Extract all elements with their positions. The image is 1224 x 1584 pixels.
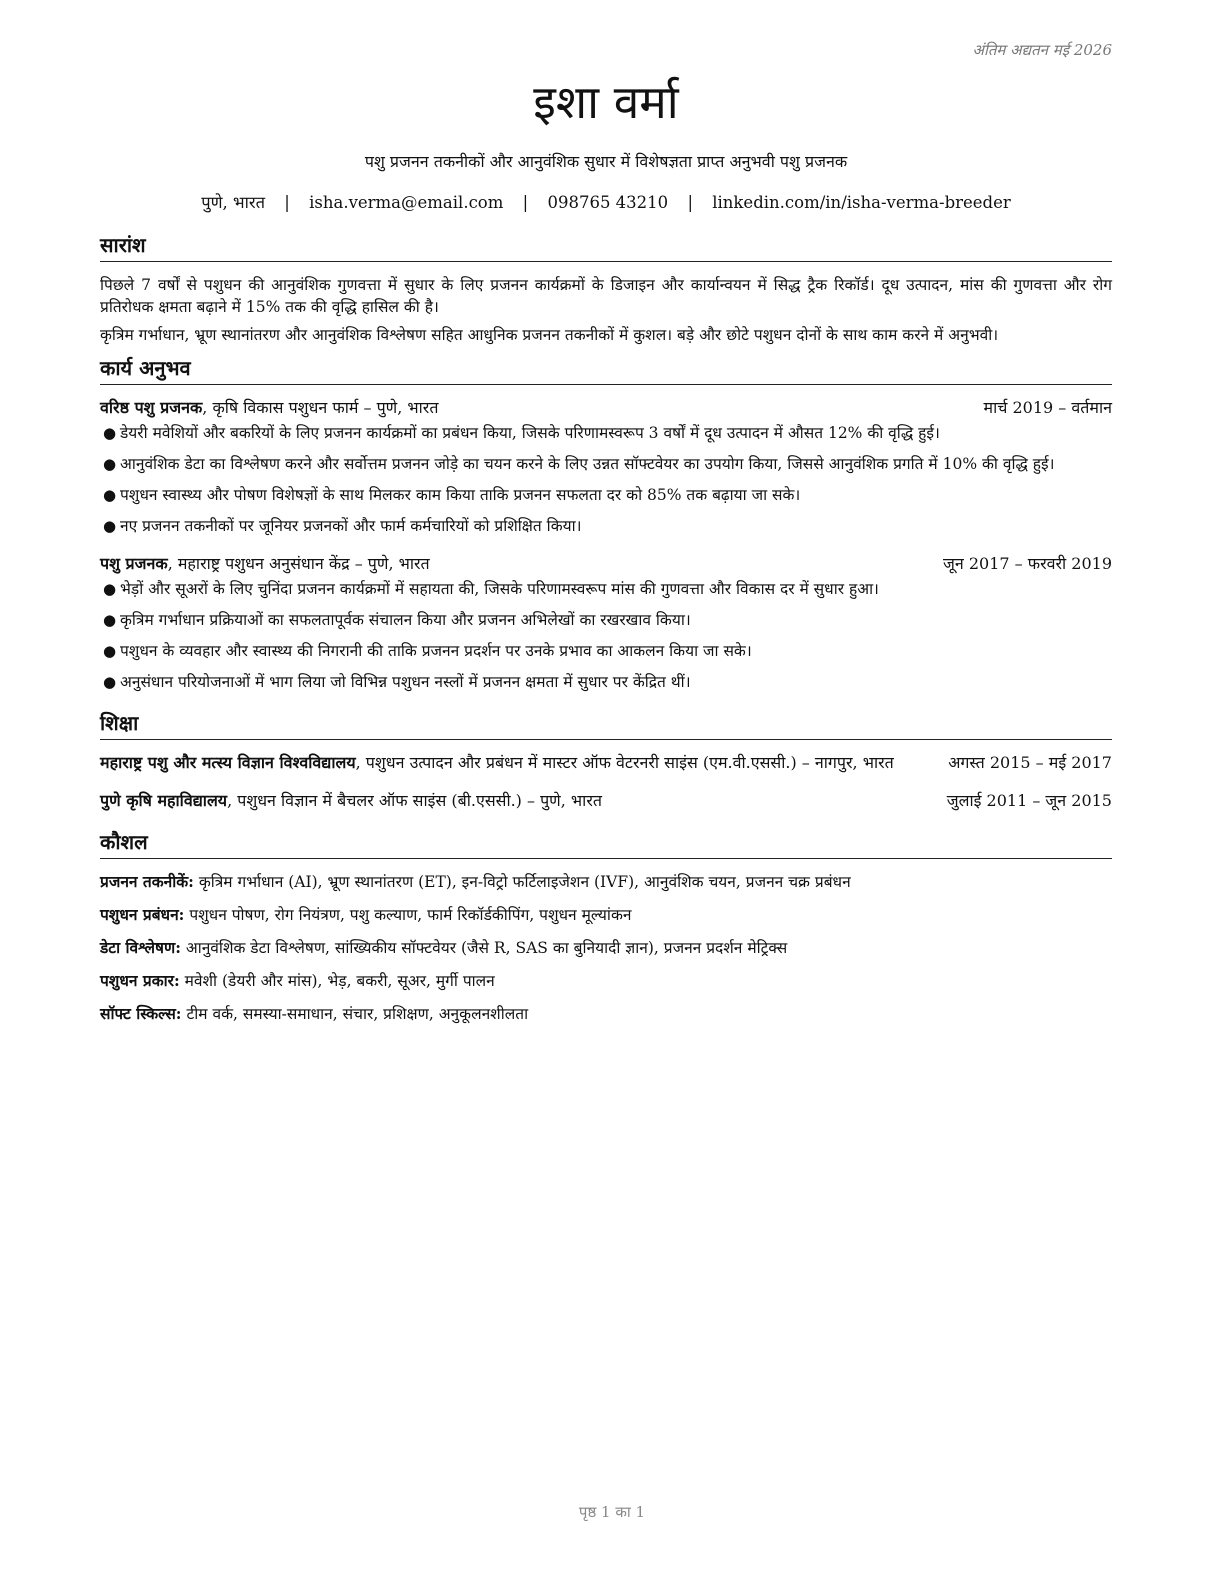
list-item: ● अनुसंधान परियोजनाओं में भाग लिया जो विभिन्न पशुधन नस्लों में प्रजनन क्षमता में सुधार पर केंद्रित थीं। <box>103 673 691 691</box>
skill-label: पशुधन प्रबंधन: <box>100 905 185 924</box>
bullet-icon: ● <box>103 424 117 442</box>
skill-value: कृत्रिम गर्भाधान (AI), भ्रूण स्थानांतरण (ET), इन-विट्रो फर्टिलाइजेशन (IVF), आनुवंशिक चयन, प्रजनन चक्र प्रबंधन <box>193 873 851 891</box>
bullet-icon: ● <box>103 642 117 660</box>
skill-label: पशुधन प्रकार: <box>100 971 180 990</box>
list-item: ● कृत्रिम गर्भाधान प्रक्रियाओं का सफलतापूर्वक संचालन किया और प्रजनन अभिलेखों का रखरखाव किया। <box>103 611 691 629</box>
contact-separator: | <box>687 193 693 212</box>
section-title-skills: कौशल <box>100 828 1112 859</box>
skill-row <box>100 937 1112 959</box>
bullet-icon: ● <box>103 455 117 473</box>
list-item: ● नए प्रजनन तकनीकों पर जूनियर प्रजनकों और फार्म कर्मचारियों को प्रशिक्षित किया। <box>103 517 582 535</box>
tagline: पशु प्रजनन तकनीकों और आनुवंशिक सुधार में विशेषज्ञता प्राप्त अनुभवी पशु प्रजनक <box>364 152 848 171</box>
section-title-experience: कार्य अनुभव <box>100 354 1112 385</box>
skill-label: डेटा विश्लेषण: <box>100 938 181 957</box>
summary-section <box>100 231 1112 346</box>
contact-phone: 098765 43210 <box>547 193 669 212</box>
list-item: ● पशुधन के व्यवहार और स्वास्थ्य की निगरानी की ताकि प्रजनन प्रदर्शन पर उनके प्रभाव का आकलन किया जा सके। <box>103 642 752 660</box>
list-item: ● डेयरी मवेशियों और बकरियों के लिए प्रजनन कार्यक्रमों का प्रबंधन किया, जिसके परिणामस्वरूप 3 वर्षों में दूध उत्पादन में औसत 12% की वृद्धि हुई। <box>103 424 940 442</box>
job-bullets <box>100 422 1112 537</box>
bullet-icon: ● <box>103 580 117 598</box>
bullet-icon: ● <box>103 517 117 535</box>
contact-separator: | <box>522 193 529 212</box>
skill-value: आनुवंशिक डेटा विश्लेषण, सांख्यिकीय सॉफ्टवेयर (जैसे R, SAS का बुनियादी ज्ञान), प्रजनन प्रदर्शन मेट्रिक्स <box>180 939 788 957</box>
job-header <box>100 553 1112 575</box>
skill-label: प्रजनन तकनीकें: <box>100 872 194 891</box>
skill-row <box>100 871 1112 893</box>
skill-row <box>100 1003 1112 1025</box>
section-title-education: शिक्षा <box>100 709 1112 740</box>
job-bullets <box>100 578 1112 693</box>
job-dates: जून 2017 – फरवरी 2019 <box>943 554 1112 573</box>
education-entry <box>100 752 1112 774</box>
job-role: वरिष्ठ पशु प्रजनक <box>100 398 203 417</box>
contact-location: पुणे, भारत <box>201 193 266 212</box>
summary-paragraph: पिछले 7 वर्षों से पशुधन की आनुवंशिक गुणवत्ता में सुधार के लिए प्रजनन कार्यक्रमों के डिजाइन और कार्यान्वयन में सिद्ध ट्रैक रिकॉर्ड। दूध उत्पादन, मांस की गुणवत्ता और रोग प्रतिरोधक क्षमता बढ़ाने में 15% तक की वृद्धि हासिल की है। <box>100 276 1112 316</box>
skill-row <box>100 970 1112 992</box>
skill-label: सॉफ्ट स्किल्स: <box>100 1004 182 1023</box>
skills-section <box>100 828 1112 1025</box>
skill-value: पशुधन पोषण, रोग नियंत्रण, पशु कल्याण, फार्म रिकॉर्डकीपिंग, पशुधन मूल्यांकन <box>184 906 632 924</box>
list-item: ● आनुवंशिक डेटा का विश्लेषण करने और सर्वोत्तम प्रजनन जोड़े का चयन करने के लिए उन्नत सॉफ्टवेयर का उपयोग किया, जिससे आनुवंशिक प्रगति में 10% की वृद्धि हुई। <box>103 455 1055 473</box>
experience-section <box>100 354 1112 693</box>
summary-paragraph: कृत्रिम गर्भाधान, भ्रूण स्थानांतरण और आनुवंशिक विश्लेषण सहित आधुनिक प्रजनन तकनीकों में कुशल। बड़े और छोटे पशुधन दोनों के साथ काम करने में अनुभवी। <box>100 326 999 344</box>
bullet-icon: ● <box>103 611 117 629</box>
list-item: ● भेड़ों और सूअरों के लिए चुनिंदा प्रजनन कार्यक्रमों में सहायता की, जिसके परिणामस्वरूप मांस की गुणवत्ता और विकास दर में सुधार हुआ। <box>103 580 879 598</box>
section-title-summary: सारांश <box>100 231 1112 262</box>
list-item: ● पशुधन स्वास्थ्य और पोषण विशेषज्ञों के साथ मिलकर काम किया ताकि प्रजनन सफलता दर को 85% तक बढ़ाया जा सके। <box>103 486 801 504</box>
degree-detail: , पशुधन उत्पादन और प्रबंधन में मास्टर ऑफ वेटरनरी साइंस (एम.वी.एससी.) – नागपुर, भारत <box>355 753 894 772</box>
contact-line <box>100 190 1112 213</box>
contact-separator: | <box>284 193 290 212</box>
job-dates: मार्च 2019 – वर्तमान <box>983 398 1112 417</box>
contact-email[interactable]: isha.verma@email.com <box>309 193 504 212</box>
skill-row <box>100 904 1112 926</box>
job-entry <box>100 553 1112 693</box>
education-dates: जुलाई 2011 – जून 2015 <box>946 791 1112 810</box>
job-organization: , महाराष्ट्र पशुधन अनुसंधान केंद्र – पुणे, भारत <box>167 554 430 573</box>
bullet-icon: ● <box>103 486 117 504</box>
page-number: पृष्ठ 1 का 1 <box>578 1503 646 1521</box>
education-entry <box>100 790 1112 812</box>
job-entry <box>100 397 1112 537</box>
education-section <box>100 709 1112 812</box>
job-organization: , कृषि विकास पशुधन फार्म – पुणे, भारत <box>202 398 439 417</box>
skill-value: मवेशी (डेयरी और मांस), भेड़, बकरी, सूअर, मुर्गी पालन <box>179 972 495 990</box>
resume-content <box>100 40 1112 1036</box>
candidate-name: इशा वर्मा <box>533 75 679 129</box>
last-updated: अंतिम अद्यतन मई 2026 <box>972 41 1112 59</box>
education-dates: अगस्त 2015 – मई 2017 <box>948 753 1112 772</box>
contact-linkedin[interactable]: linkedin.com/in/isha-verma-breeder <box>712 193 1011 212</box>
school-name: महाराष्ट्र पशु और मत्स्य विज्ञान विश्वविद्यालय <box>100 753 356 772</box>
job-role: पशु प्रजनक <box>100 554 168 573</box>
bullet-icon: ● <box>103 673 117 691</box>
school-name: पुणे कृषि महाविद्यालय <box>100 791 228 810</box>
skill-value: टीम वर्क, समस्या-समाधान, संचार, प्रशिक्षण, अनुकूलनशीलता <box>181 1005 529 1023</box>
degree-detail: , पशुधन विज्ञान में बैचलर ऑफ साइंस (बी.एससी.) – पुणे, भारत <box>227 791 602 810</box>
job-header <box>100 397 1112 419</box>
